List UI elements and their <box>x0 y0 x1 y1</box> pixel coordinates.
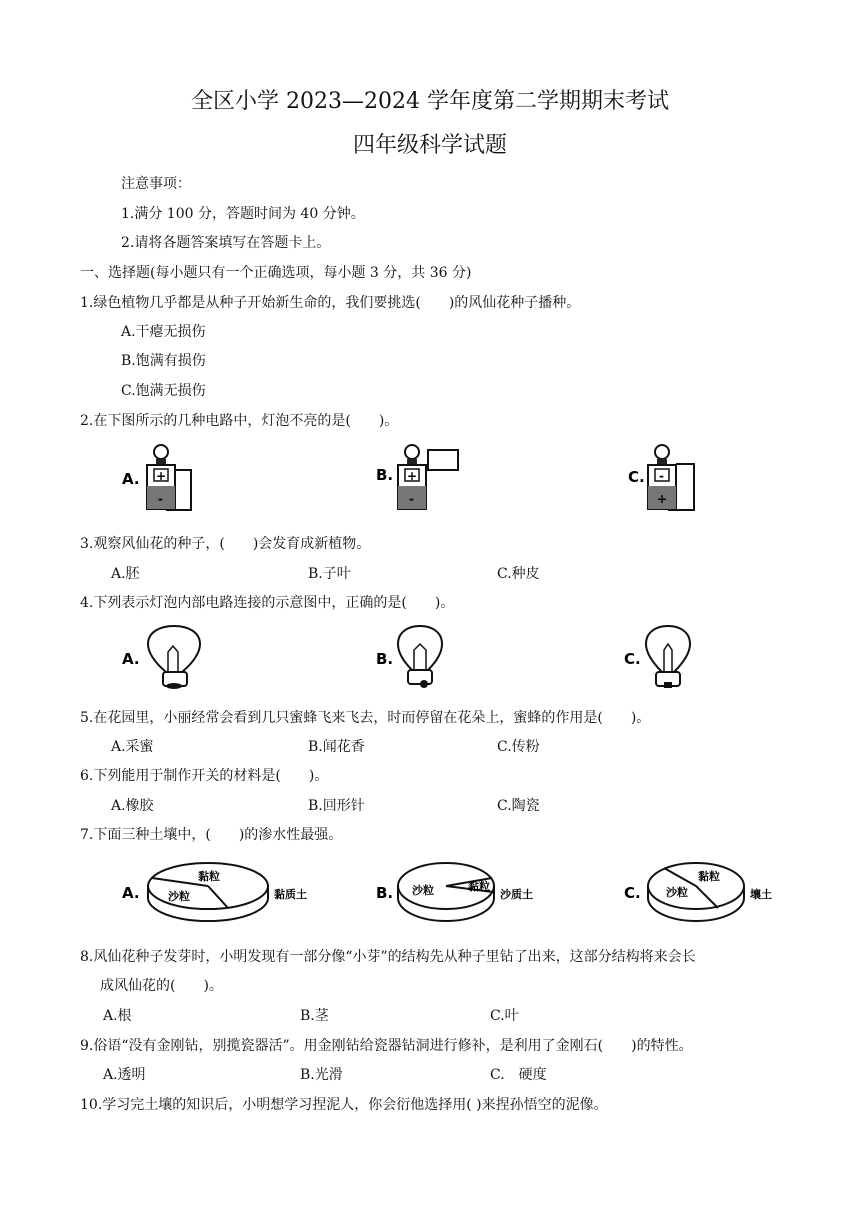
question-5-option-a: A.采蜜 <box>111 739 154 755</box>
pie-b-sand-label: 沙粒 <box>412 884 434 897</box>
question-1-option-a: A.干瘪无损伤 <box>121 324 206 340</box>
question-3-stem: 3.观察风仙花的种子，( )会发育成新植物。 <box>80 536 371 552</box>
question-10-stem: 10.学习完土壤的知识后，小明想学习捏泥人，你会衍他选择用( )来捏孙悟空的泥像。 <box>80 1097 608 1113</box>
circuit-b-figure <box>372 440 482 515</box>
bulb-b-figure <box>372 622 472 694</box>
bulb-icon <box>405 445 419 459</box>
soil-pie-c-figure <box>624 856 790 926</box>
soil-pie-c-label: C. <box>624 884 641 902</box>
question-6-option-a: A.橡胶 <box>111 798 154 814</box>
question-5-stem: 5.在花园里，小丽经常会看到几只蜜蜂飞来飞去，时而停留在花朵上，蜜蜂的作用是( )。 <box>80 710 651 726</box>
notice-heading: 注意事项： <box>121 176 191 192</box>
bulb-icon <box>655 445 669 459</box>
bulb-a-figure <box>118 622 218 694</box>
question-8-stem-line-1: 8.风仙花种子发芽时，小明发现有一部分像“小芽”的结构先从种子里钻了出来，这部分结构将来会长 <box>80 949 696 965</box>
bulb-a-label: A. <box>122 650 140 668</box>
question-6-stem: 6.下列能用于制作开关的材料是( )。 <box>80 768 329 784</box>
bulb-glass <box>398 626 442 670</box>
question-5-option-b: B.闻花香 <box>308 739 365 755</box>
soil-pie-a-label: A. <box>122 884 140 902</box>
soil-pie-b-figure <box>372 856 584 926</box>
pie-c-clay-label: 黏粒 <box>698 870 720 883</box>
pie-a-soil-name: 黏质土 <box>274 888 307 901</box>
circuit-b-label: B. <box>376 466 394 484</box>
question-9-option-a: A.透明 <box>103 1067 146 1083</box>
open-wire-loop <box>428 450 458 470</box>
question-8-option-c: C.叶 <box>490 1008 519 1024</box>
question-3-option-b: B.子叶 <box>308 566 351 582</box>
pie-c-sand-label: 沙粒 <box>666 886 688 899</box>
battery-sign-bottom: + <box>657 492 668 506</box>
question-5-option-c: C.传粉 <box>497 739 540 755</box>
bulb-icon <box>154 445 168 459</box>
question-3-option-a: A.胚 <box>111 566 140 582</box>
soil-pie-b-label: B. <box>376 884 394 902</box>
pie-b-clay-label: 黏粒 <box>468 880 490 893</box>
pie-a-clay-label: 黏粒 <box>198 870 220 883</box>
question-6-option-b: B.回形针 <box>308 798 365 814</box>
question-8-option-a: A.根 <box>103 1008 132 1024</box>
question-3-option-c: C.种皮 <box>497 566 540 582</box>
question-6-option-c: C.陶瓷 <box>497 798 540 814</box>
pie-b-soil-name: 沙质土 <box>500 888 533 901</box>
bulb-b-label: B. <box>376 650 394 668</box>
pie-a-sand-label: 沙粒 <box>168 890 190 903</box>
battery-sign-top: - <box>659 469 664 483</box>
pie-c-soil-name: 壤土 <box>750 888 772 901</box>
bulb-c-label: C. <box>624 650 641 668</box>
exam-title: 全区小学 2023—2024 学年度第二学期期末考试 <box>191 89 669 114</box>
battery-sign-top: + <box>156 469 167 483</box>
soil-pie-a-figure <box>118 856 330 926</box>
exam-subtitle: 四年级科学试题 <box>352 133 507 158</box>
bulb-glass <box>148 626 200 672</box>
notice-item-1: 1.满分 100 分，答题时间为 40 分钟。 <box>121 206 365 222</box>
question-9-option-b: B.光滑 <box>300 1067 343 1083</box>
question-2-stem: 2.在下图所示的几种电路中，灯泡不亮的是( )。 <box>80 413 399 429</box>
circuit-a-figure <box>118 440 208 515</box>
question-9-option-c: C. 硬度 <box>490 1067 547 1083</box>
bulb-c-figure <box>624 622 724 694</box>
question-7-stem: 7.下面三种土壤中，( )的渗水性最强。 <box>80 827 343 843</box>
question-8-option-b: B.茎 <box>300 1008 329 1024</box>
question-9-stem: 9.俗语“没有金刚钻，别揽瓷器活”。用金刚钻给瓷器钻洞进行修补，是利用了金刚石( )的特性。 <box>80 1038 693 1054</box>
question-1-stem: 1.绿色植物几乎都是从种子开始新生命的，我们要挑选( )的风仙花种子播种。 <box>80 295 581 311</box>
section-heading: 一、选择题(每小题只有一个正确选项，每小题 3 分，共 36 分) <box>80 265 472 281</box>
question-4-stem: 4.下列表示灯泡内部电路连接的示意图中，正确的是( )。 <box>80 595 455 611</box>
question-8-stem-line-2: 成风仙花的( )。 <box>100 978 223 994</box>
battery-sign-top: + <box>407 469 418 483</box>
circuit-c-figure <box>624 440 714 515</box>
notice-item-2: 2.请将各题答案填写在答题卡上。 <box>121 235 331 251</box>
circuit-a-label: A. <box>122 470 140 488</box>
question-1-option-c: C.饱满无损伤 <box>121 383 206 399</box>
bulb-glass <box>646 626 690 672</box>
battery-sign-bottom: - <box>158 492 163 506</box>
question-1-option-b: B.饱满有损伤 <box>121 353 206 369</box>
circuit-c-label: C. <box>628 468 645 486</box>
battery-sign-bottom: - <box>409 492 414 506</box>
